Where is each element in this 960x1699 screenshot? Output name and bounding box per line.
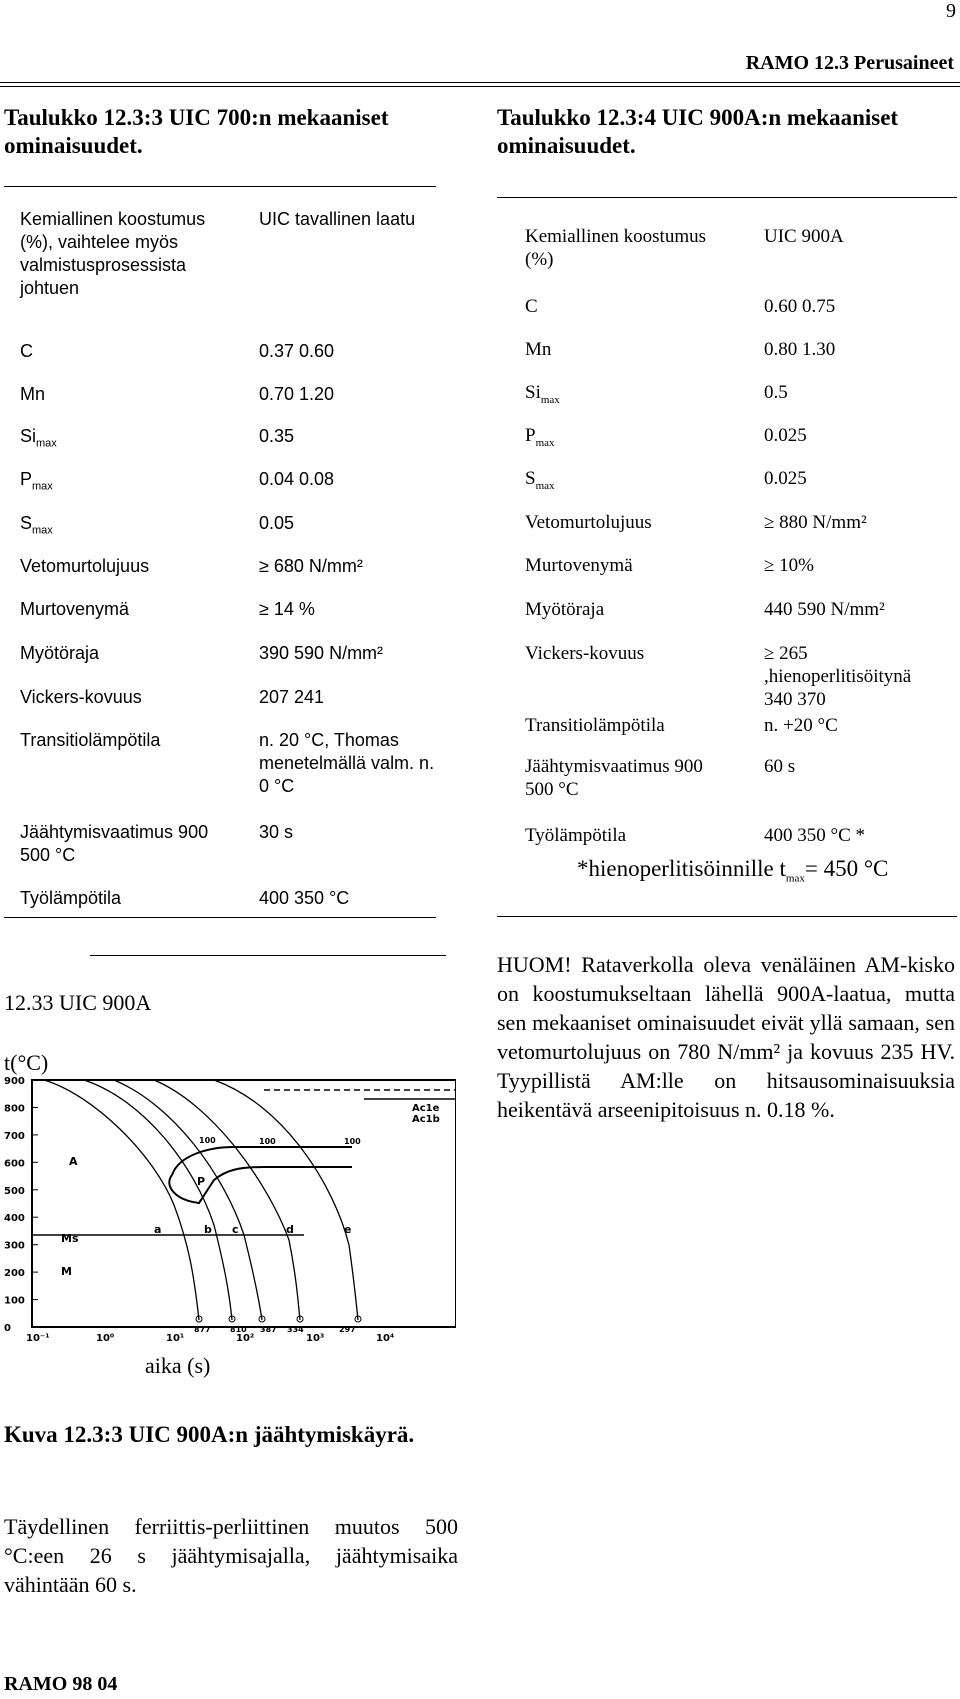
x-tick-label: 10²: [236, 1333, 255, 1344]
right_table-row-value: ≥ 880 N/mm²: [764, 512, 867, 533]
left_table-row-label: Vickers-kovuus: [20, 687, 142, 707]
x-tick-label: 10⁻¹: [26, 1333, 50, 1344]
right_table-row-label: $S_{max}$: [525, 468, 555, 492]
left_table-row-value: 207 241: [259, 687, 325, 707]
x-tick-label: 10⁰: [96, 1333, 115, 1344]
region-a-label: A: [69, 1155, 78, 1168]
curve-d-label: d: [286, 1223, 294, 1236]
hv-810: 810: [230, 1325, 247, 1334]
right_table-row-label: Vetomurtolujuus: [525, 512, 652, 533]
hv-334: 334: [287, 1325, 304, 1334]
left-table-bottom-rule: [4, 917, 436, 918]
left_table-row-label: Murtovenymä: [20, 599, 130, 619]
right_table-row-label: $P_{max}$: [525, 425, 555, 449]
left_table-row-value: 0.70 1.20: [259, 384, 335, 404]
left_table-row-label: Vetomurtolujuus: [20, 556, 150, 576]
left-table-title: Taulukko 12.3:3 UIC 700:n mekaaniset ominaisuudet.: [4, 105, 389, 158]
y-tick-label: 300: [4, 1240, 25, 1252]
right_table-row-value: ≥ 10%: [764, 555, 815, 576]
x-tick-label: 10³: [306, 1333, 325, 1344]
right-table-head-left: Kemiallinen koostumus (%): [525, 226, 707, 270]
cooling-curve-chart: [4, 1075, 456, 1345]
right_table-row-value: n. +20 °C: [764, 715, 838, 736]
figure-section-title: 12.33 UIC 900A: [4, 990, 152, 1015]
right_table-row-label: Mn: [525, 339, 552, 360]
x-tick-label: 10⁴: [376, 1333, 395, 1344]
curve-c-label: c: [232, 1223, 239, 1236]
right_table-row-value: ≥ 265 ,hienoperlitisöitynä 340 370: [764, 643, 912, 710]
right_table-row-label: Murtovenymä: [525, 555, 633, 576]
running-header: RAMO 12.3 Perusaineet: [745, 52, 954, 74]
left_table-row-label: $S_{max}$: [20, 513, 53, 537]
header-rule: [0, 82, 960, 83]
figure-y-label: t(°C): [4, 1050, 49, 1075]
right_table-row-value: 0.60 0.75: [764, 296, 836, 317]
right_table-row-label: Vickers-kovuus: [525, 643, 645, 664]
curve-e-label: e: [344, 1223, 352, 1236]
curve-b-label: b: [204, 1223, 212, 1236]
x-tick-label: 10¹: [166, 1333, 185, 1344]
y-tick-label: 0: [4, 1323, 11, 1334]
ac1b-label: Ac1b: [412, 1114, 440, 1125]
y-tick-label: 600: [4, 1158, 25, 1170]
left-table-head-left: Kemiallinen koostumus (%), vaihtelee myös valmistusprosessista johtuen: [20, 209, 206, 298]
left_table-row-label: C: [20, 341, 33, 361]
left_table-row-label: Myötöraja: [20, 643, 100, 663]
left-table-head-right: UIC tavallinen laatu: [259, 209, 416, 229]
right_table-row-label: $Si_{max}$: [525, 382, 560, 406]
left_table-row-value: 0.05: [259, 513, 295, 533]
right_table-row-label: Myötöraja: [525, 599, 605, 620]
pct-100-2: 100: [259, 1137, 276, 1146]
region-p-label: P: [197, 1175, 206, 1188]
page-footer: RAMO 98 04: [4, 1673, 118, 1695]
left_table-row-value: 0.35: [259, 426, 295, 446]
figure-top-rule: [90, 955, 446, 956]
right-table-head-right: UIC 900A: [764, 226, 844, 247]
right_table-row-value: 440 590 N/mm²: [764, 599, 885, 620]
hv-387: 387: [260, 1325, 277, 1334]
left_table-row-value: 0.04 0.08: [259, 469, 335, 489]
right_table-row-label: Työlämpötila: [525, 825, 627, 846]
left_table-row-label: $P_{max}$: [20, 469, 53, 493]
ac1e-label: Ac1e: [412, 1103, 440, 1114]
region-ms-label: Ms: [61, 1232, 79, 1245]
y-tick-label: 200: [4, 1268, 25, 1280]
left-table-top-rule: [4, 186, 436, 187]
right_table-row-value: 400 350 °C *: [764, 825, 866, 846]
right_table-row-value: 60 s: [764, 756, 796, 777]
hv-877: 877: [194, 1325, 211, 1334]
y-tick-label: 900: [4, 1076, 25, 1087]
right-table-title: Taulukko 12.3:4 UIC 900A:n mekaaniset ominaisuudet.: [497, 105, 899, 158]
page-number: 9: [946, 0, 956, 22]
y-tick-label: 400: [4, 1213, 25, 1225]
right-table-top-rule: [497, 197, 957, 198]
right_table-row-label: C: [525, 296, 538, 317]
left_table-row-label: Transitiolämpötila: [20, 730, 161, 750]
right_table-row-value: 0.025: [764, 468, 807, 489]
curve-a-label: a: [154, 1223, 162, 1236]
left_table-row-label: Jäähtymisvaatimus 900 500 °C: [20, 822, 209, 865]
figure-x-label: aika (s): [145, 1353, 211, 1378]
header-rule-2: [0, 86, 960, 87]
left_table-row-label: $Si_{max}$: [20, 426, 57, 450]
left_table-row-value: 0.37 0.60: [259, 341, 335, 361]
y-tick-label: 100: [4, 1295, 25, 1307]
left_table-row-value: 30 s: [259, 822, 294, 842]
left_table-row-value: 400 350 °C: [259, 888, 350, 908]
right_table-row-value: 0.80 1.30: [764, 339, 836, 360]
figure-caption: Kuva 12.3:3 UIC 900A:n jäähtymiskäyrä.: [4, 1422, 415, 1447]
y-tick-label: 800: [4, 1103, 25, 1115]
left_table-row-value: 390 590 N/mm²: [259, 643, 384, 663]
right-table-bottom-rule: [497, 916, 957, 917]
note-paragraph: HUOM! Rataverkolla oleva venäläinen AM-kisko on koostumukseltaan lähellä 900A-laatua, mutta sen mekaaniset ominaisuudet eivät yllä samaan, sen vetomurtolujuus on 780 N/mm² ja kovuus 235 HV. Tyypillistä AM:lle on hitsausominaisuuksia heikentävä arseenipitoisuus n. 0.18 %.: [497, 952, 955, 1122]
pct-100-1: 100: [199, 1136, 216, 1145]
hv-297: 297: [339, 1325, 356, 1334]
left_table-row-label: Mn: [20, 384, 46, 404]
y-tick-label: 700: [4, 1130, 25, 1142]
left_table-row-value: ≥ 680 N/mm²: [259, 556, 363, 576]
right_table-row-value: 0.025: [764, 425, 807, 446]
left_table-row-label: Työlämpötila: [20, 888, 122, 908]
right_table-row-label: Transitiolämpötila: [525, 715, 665, 736]
body-paragraph: Täydellinen ferriittis-perliittinen muutos 500 °C:een 26 s jäähtymisajalla, jäähtymisaika vähintään 60 s.: [4, 1514, 458, 1597]
right-table-footnote: *hienoperlitisöinnille $t_{max}= 450$ °C: [577, 856, 889, 885]
left_table-row-value: n. 20 °C, Thomas menetelmällä valm. n. 0 °C: [259, 730, 435, 796]
region-m-label: M: [61, 1265, 72, 1278]
left_table-row-value: ≥ 14 %: [259, 599, 315, 619]
right_table-row-label: Jäähtymisvaatimus 900 500 °C: [525, 756, 703, 800]
pct-100-3: 100: [344, 1137, 361, 1146]
y-tick-label: 500: [4, 1185, 25, 1197]
right_table-row-value: 0.5: [764, 382, 788, 403]
